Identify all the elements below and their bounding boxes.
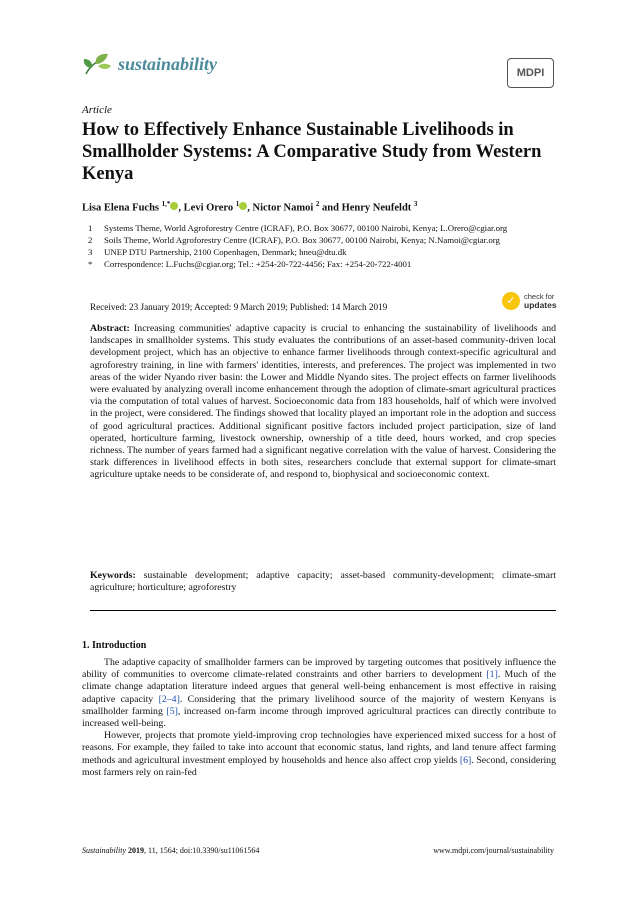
body-text	[82, 657, 556, 779]
citation-link[interactable]: [1]	[486, 669, 498, 681]
author-affil: 2	[315, 200, 320, 208]
author-affil: 1	[235, 200, 240, 208]
keywords-text: sustainable development; adaptive capacity; asset-based community-development; climate-smart agriculture; horticulture; agroforestry	[90, 570, 556, 594]
affiliation-item: 3 UNEP DTU Partnership, 2100 Copenhagen, Denmark; hneu@dtu.dk	[88, 247, 347, 257]
paragraph: The adaptive capacity of smallholder farmers can be improved by targeting outcomes that positively influence the ability of communities to overcome climate-related constraints and other barriers to development [1]. Much of the climate change adaptation literature indeed argues that general well-being enhancement is most effective in raising adaptive capacity [2–4]. Considering that the primary livelihood source of the majority of western Kenyans is smallholder farming [5], increased on-farm income through improved agricultural practices can directly contribute to increased well-being.	[82, 657, 557, 730]
journal-leaf-icon	[82, 52, 112, 76]
author-name: Levi Orero	[183, 202, 234, 214]
affiliation-item: 1 Systems Theme, World Agroforestry Centre (ICRAF), P.O. Box 30677, 00100 Nairobi, Kenya; L.Orero@cgiar.org	[88, 223, 508, 233]
abstract-label: Abstract:	[90, 323, 130, 334]
citation-link[interactable]: [2–4]	[158, 693, 180, 705]
footer-citation: Sustainability 2019, 11, 1564; doi:10.3390/su11061564	[82, 846, 260, 855]
mdpi-logo: MDPI	[507, 58, 554, 88]
divider	[90, 610, 556, 611]
keywords	[90, 570, 556, 594]
paragraph: However, projects that promote yield-improving crop technologies have experienced mixed success for a host of reasons. For example, they failed to take into account that economic status, land rights, and land tenure affect farming methods and agricultural investment employed by households and hence also affect crop yields [6]. Second, considering most farmers rely on rain-fed	[82, 730, 556, 778]
correspondence: * Correspondence: L.Fuchs@cgiar.org; Tel.: +254-20-722-4456; Fax: +254-20-722-4001	[88, 259, 412, 269]
author-name: Henry Neufeldt	[341, 202, 412, 214]
author-name: Nictor Namoi	[252, 202, 314, 214]
affiliations	[82, 222, 562, 270]
footer-url[interactable]: www.mdpi.com/journal/sustainability	[433, 846, 554, 855]
abstract-text: Increasing communities' adaptive capacity is crucial to enhancing the sustainability of livelihoods and landscapes in smallholder systems. This study evaluates the contributions of an asset-based community-driven local development project, which has an objective to enhance farmer livelihoods through context-specific agricultural and agroforestry training, in line with farmers' identities, interests, and preferences. The project was implemented in two areas of the wider Nyando river basin: the Lower and Middle Nyando sites. The project effects on farmer livelihoods were evaluated by analyzing overall income enhancement through the adoption of climate-smart agricultural practices via the computation of total values of harvest. Socioeconomic data from 183 households, half of which were involved in the project, were considered. The findings showed that locality played an important role in the adoption and success of good agricultural practices. Additional significant positive factors included project participation, size of land operated, horticulture farming, livestock ownership, ownership of a title deed, hours worked, and crop species richness. The number of years farmed had a significant negative correlation with the value of harvest. Considering the stark differences in livelihood effects in both sites, researchers conclude that external support for climate-smart agriculture uptake needs to be considerate of, and respond to, biophysical and socioeconomic context.	[90, 323, 556, 481]
journal-name: sustainability	[118, 53, 218, 74]
check-for-updates-badge[interactable]: ✓ check for updates	[502, 292, 557, 310]
paper-title: How to Effectively Enhance Sustainable Livelihoods in Smallholder Systems: A Comparative Study from Western Kenya	[82, 120, 542, 184]
author-name: Lisa Elena Fuchs	[82, 202, 160, 214]
citation-link[interactable]: [6]	[459, 754, 472, 766]
publication-dates: Received: 23 January 2019; Accepted: 9 March 2019; Published: 14 March 2019	[90, 302, 388, 312]
journal-header	[82, 52, 217, 76]
abstract	[90, 323, 556, 482]
author-affil: 1,*	[161, 200, 171, 208]
section-title: 1. Introduction	[82, 640, 147, 651]
author-affil: 3	[413, 200, 418, 208]
author-list: Lisa Elena Fuchs $^{1,*}$ , Levi Orero $^1$ , Nictor Namoi $^2$ and Henry Neufeldt $^3$	[82, 200, 418, 214]
keywords-label: Keywords:	[90, 570, 136, 581]
check-updates-icon: ✓	[502, 292, 520, 310]
article-type: Article	[82, 104, 112, 116]
citation-link[interactable]: [5]	[166, 705, 178, 717]
affiliation-item: 2 Soils Theme, World Agroforestry Centre (ICRAF), P.O. Box 30677, 00100 Nairobi, Kenya; N.Namoi@cgiar.org	[88, 235, 500, 245]
